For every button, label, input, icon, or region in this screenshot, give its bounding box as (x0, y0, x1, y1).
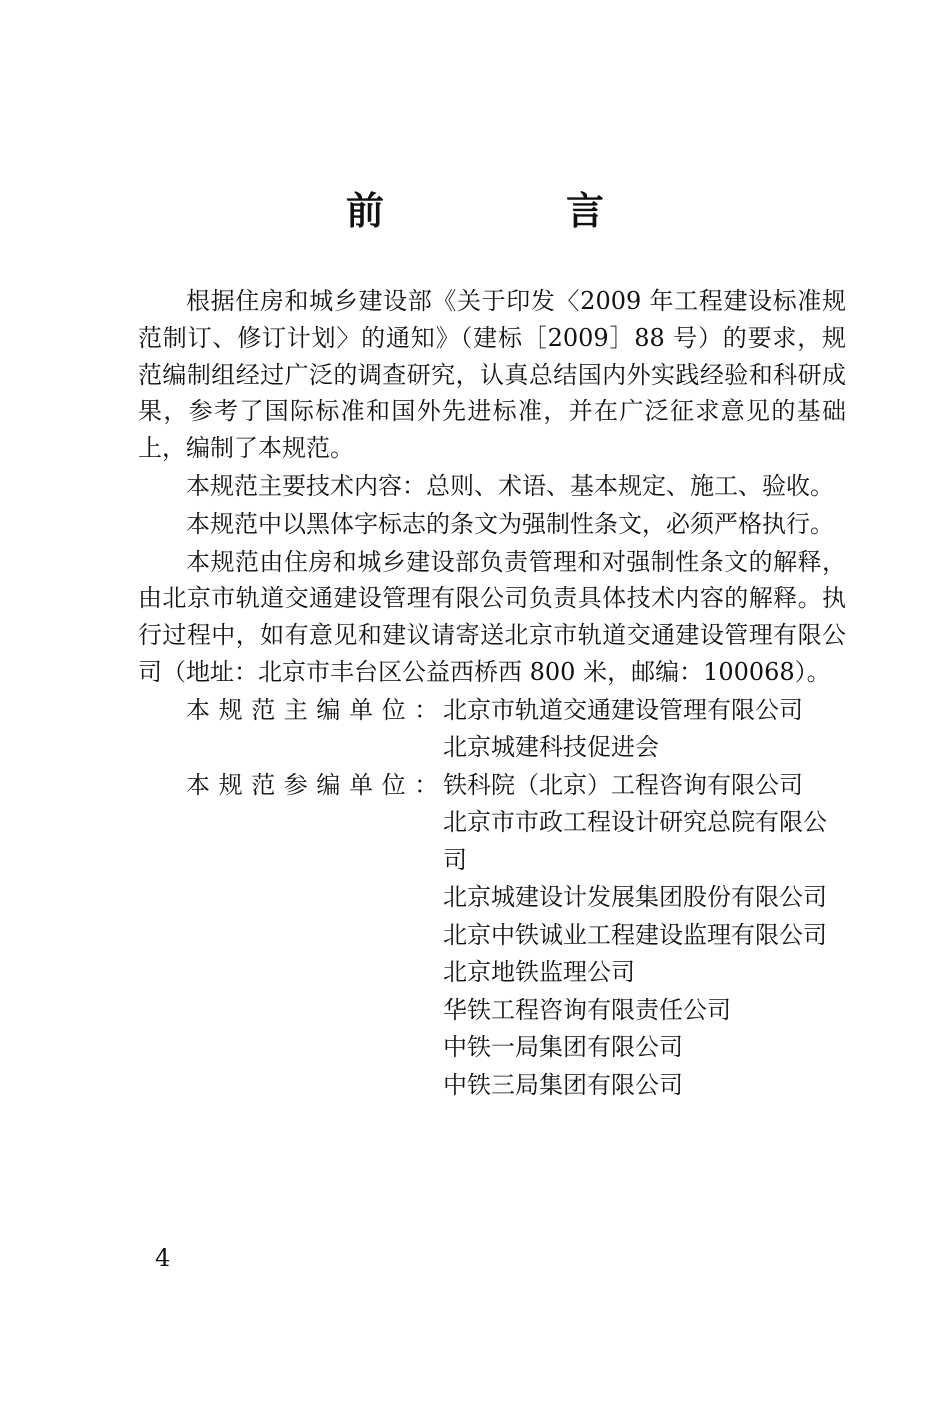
paragraph-mandatory: 本规范中以黑体字标志的条文为强制性条文，必须严格执行。 (186, 509, 834, 538)
unit-item: 北京市市政工程设计研究总院有限公司 (443, 808, 827, 874)
unit-item: 中铁三局集团有限公司 (443, 1070, 683, 1099)
units-section (138, 692, 846, 1105)
unit-item: 北京市轨道交通建设管理有限公司 (443, 695, 803, 724)
unit-item: 北京地铁监理公司 (443, 958, 635, 987)
unit-item: 中铁一局集团有限公司 (443, 1033, 683, 1062)
chief-units (138, 692, 846, 767)
page-title: 前 言 (345, 188, 676, 233)
page-number: 4 (155, 1244, 171, 1272)
chief-units-label: 本规范主编单位： (186, 695, 447, 724)
chief-units-list (443, 692, 846, 767)
participating-units-list (443, 767, 846, 1105)
unit-item: 北京中铁诚业工程建设监理有限公司 (443, 920, 827, 949)
unit-item: 北京城建设计发展集团股份有限公司 (443, 883, 827, 912)
unit-item: 华铁工程咨询有限责任公司 (443, 995, 731, 1024)
preface-body (138, 283, 846, 1104)
unit-item: 铁科院（北京）工程咨询有限公司 (443, 770, 803, 799)
participating-units-label: 本规范参编单位： (186, 770, 447, 799)
participating-units (138, 767, 846, 1105)
paragraph-main-content: 本规范主要技术内容：总则、术语、基本规定、施工、验收。 (186, 471, 834, 500)
unit-item: 北京城建科技促进会 (443, 733, 659, 762)
paragraph-management: 本规范由住房和城乡建设部负责管理和对强制性条文的解释，由北京市轨道交通建设管理有限公司负责具体技术内容的解释。执行过程中，如有意见和建议请寄送北京市轨道交通建设管理有限公司（地址：北京市丰台区公益西桥西 800 米，邮编：100068）。 (138, 547, 846, 686)
paragraph-basis: 根据住房和城乡建设部《关于印发〈2009 年工程建设标准规范制订、修订计划〉的通知》（建标［2009］88 号）的要求，规范编制组经过广泛的调查研究，认真总结国内外实践经验和科研成果，参考了国际标准和国外先进标准，并在广泛征求意见的基础上，编制了本规范。 (138, 287, 846, 463)
